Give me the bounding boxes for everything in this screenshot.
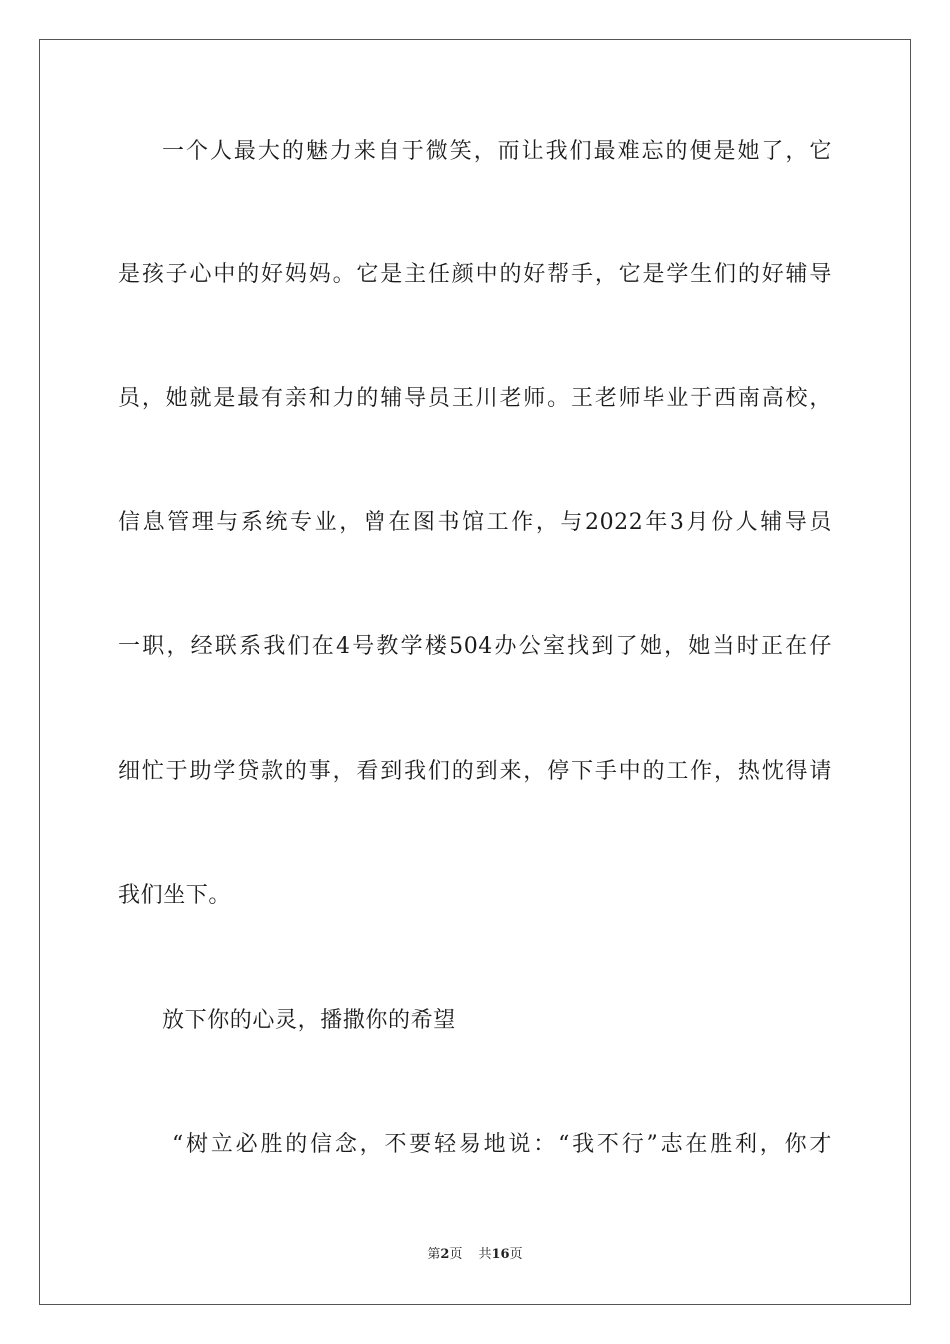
paragraph-line: 员，她就是最有亲和力的辅导员王川老师。王老师毕业于西南高校， <box>118 386 832 411</box>
paragraph-line: 是孩子心中的好妈妈。它是主任颜中的好帮手，它是学生们的好辅导 <box>118 262 832 287</box>
total-pages-number: 16 <box>491 1247 510 1262</box>
paragraph-line: 我们坐下。 <box>118 883 232 908</box>
page-border <box>39 39 911 1305</box>
footer-prefix: 第 <box>427 1247 441 1262</box>
footer-page-unit: 页 <box>449 1247 463 1262</box>
paragraph-line: “树立必胜的信念，不要轻易地说：“我不行”志在胜利，你才 <box>172 1132 832 1157</box>
paragraph-line: 一职，经联系我们在4号教学楼504办公室找到了她，她当时正在仔 <box>118 634 832 659</box>
page-footer <box>0 1246 950 1264</box>
current-page-number: 2 <box>440 1247 450 1262</box>
section-heading: 放下你的心灵，播撒你的希望 <box>162 1008 456 1033</box>
footer-total-prefix: 共 <box>478 1247 492 1262</box>
paragraph-line: 细忙于助学贷款的事，看到我们的到来，停下手中的工作，热忱得请 <box>118 759 832 784</box>
footer-total-unit: 页 <box>509 1247 523 1262</box>
paragraph-line: 一个人最大的魅力来自于微笑，而让我们最难忘的便是她了，它 <box>162 139 832 164</box>
paragraph-line: 信息管理与系统专业，曾在图书馆工作，与2022年3月份人辅导员 <box>118 510 832 535</box>
